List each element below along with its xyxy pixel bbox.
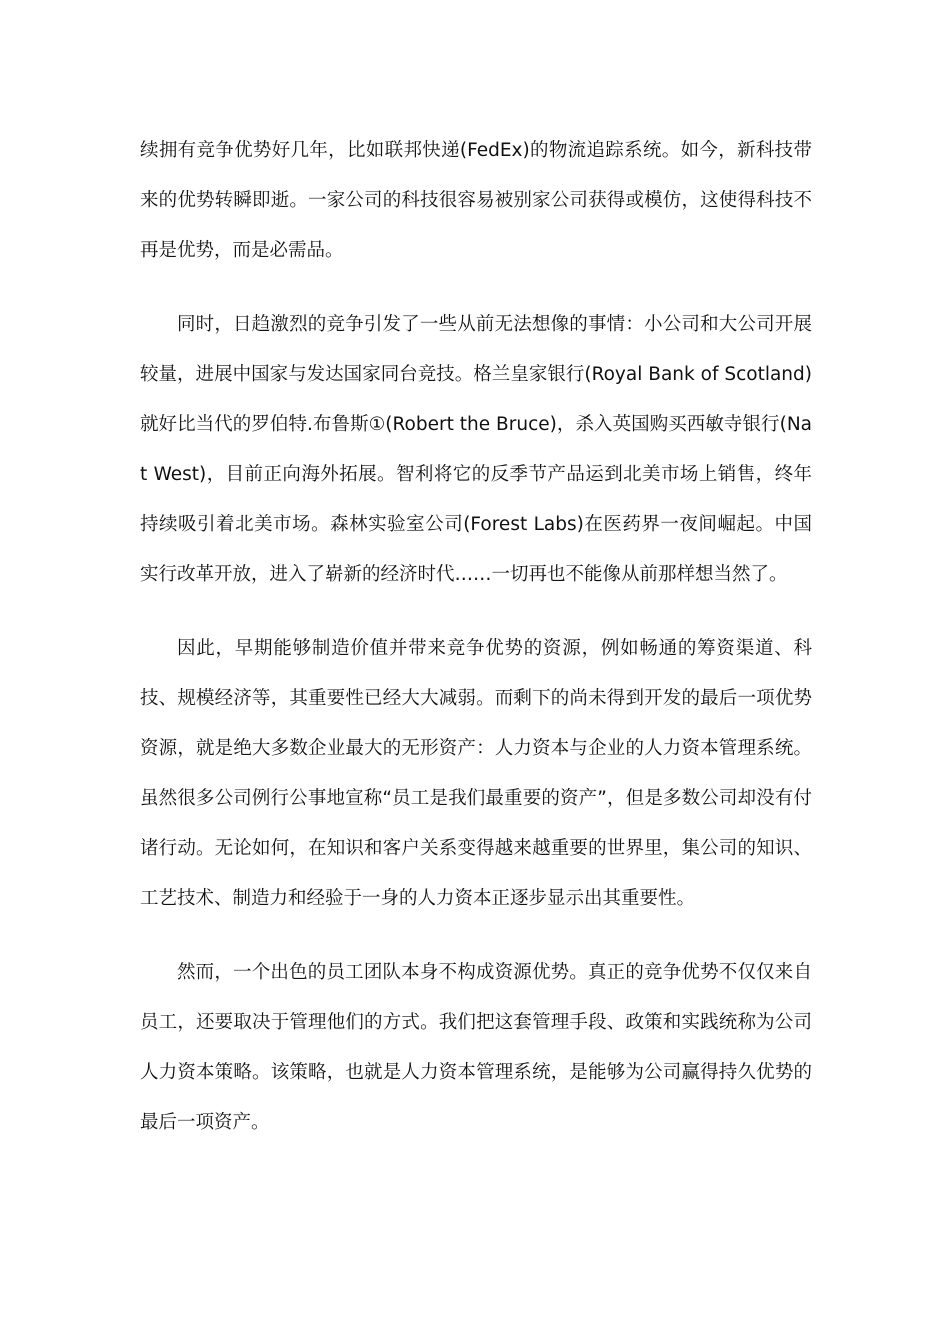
paragraph-competition: 同时，日趋激烈的竞争引发了一些从前无法想像的事情：小公司和大公司开展较量，进展中国家与发达国家同台竞技。格兰皇家银行(Royal Bank of Scotland)就好比当代的罗伯特.布鲁斯①(Robert the Bruce)，杀入英国购买西敏寺银行(Nat West)，目前正向海外拓展。智利将它的反季节产品运到北美市场上销售，终年持续吸引着北美市场。森林实验室公司(Forest Labs)在医药界一夜间崛起。中国实行改革开放，进入了崭新的经济时代……一切再也不能像从前那样想当然了。 [140,314,812,585]
paragraph-human-capital: 因此，早期能够制造价值并带来竞争优势的资源，例如畅通的筹资渠道、科技、规模经济等，其重要性已经大大减弱。而剩下的尚未得到开发的最后一项优势资源，就是绝大多数企业最大的无形资产：人力资本与企业的人力资本管理系统。虽然很多公司例行公事地宣称“员工是我们最重要的资产”，但是多数公司却没有付诸行动。无论如何，在知识和客户关系变得越来越重要的世界里，集公司的知识、工艺技术、制造力和经验于一身的人力资本正逐步显示出其重要性。 [140,638,812,909]
paragraph-continued: 续拥有竞争优势好几年，比如联邦快递(FedEx)的物流追踪系统。如今，新科技带来的优势转瞬即逝。一家公司的科技很容易被别家公司获得或模仿，这使得科技不再是优势，而是必需品。 [140,140,812,261]
paragraph-strategy: 然而，一个出色的员工团队本身不构成资源优势。真正的竞争优势不仅仅来自员工，还要取决于管理他们的方式。我们把这套管理手段、政策和实践统称为公司人力资本策略。该策略，也就是人力资本管理系统，是能够为公司赢得持久优势的最后一项资产。 [140,962,812,1133]
document-body [140,126,812,1172]
